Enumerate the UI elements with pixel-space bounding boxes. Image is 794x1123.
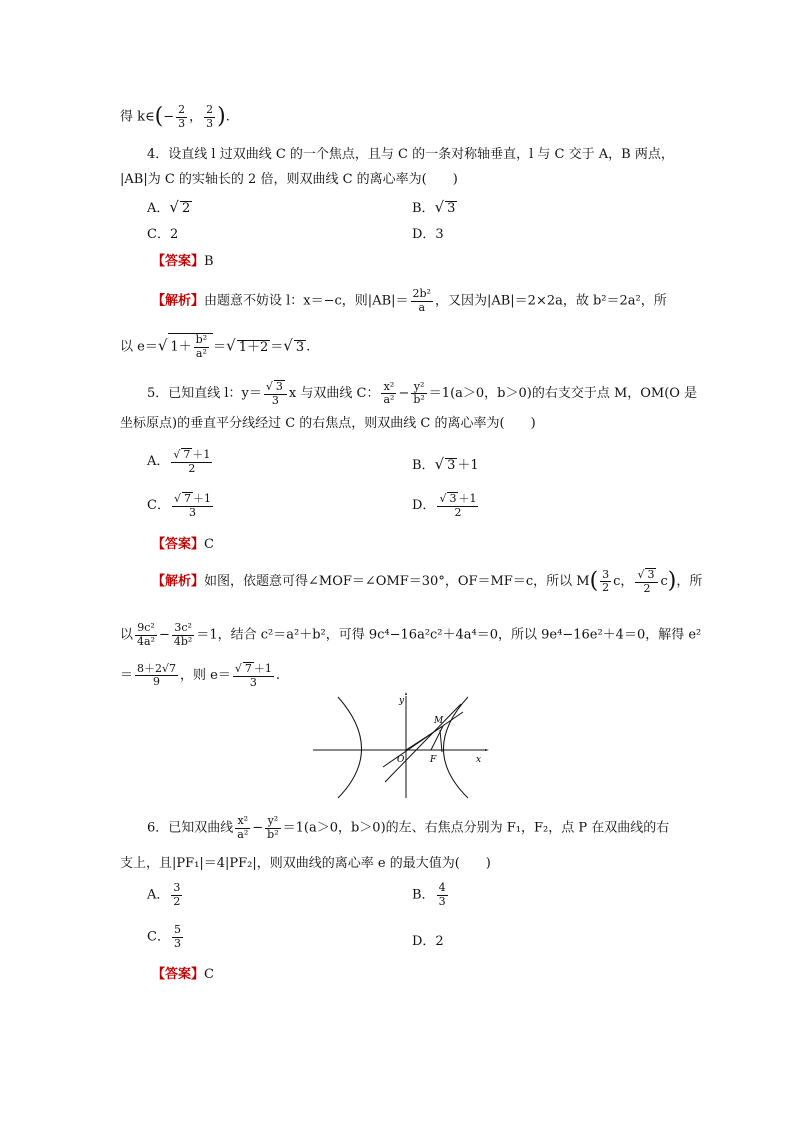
option-label: A． xyxy=(147,887,170,903)
option-label: D． xyxy=(412,498,436,514)
answer-value: B xyxy=(204,254,214,269)
q6-option-c xyxy=(147,924,185,950)
denominator: a xyxy=(411,301,433,315)
paren: ( xyxy=(589,568,599,594)
analysis-text: c， xyxy=(613,574,634,590)
radicand: 1＋2 xyxy=(238,339,269,355)
radicand: 3 xyxy=(295,339,305,355)
radicand: 3 xyxy=(647,568,655,581)
answer-tag: 【答案】 xyxy=(152,254,205,269)
numerator xyxy=(233,662,274,676)
q6-stem-line1 xyxy=(147,815,669,841)
denominator: 3 xyxy=(173,936,181,950)
option-label: A． xyxy=(147,201,170,216)
radicand: 3 xyxy=(447,458,456,473)
sqrt-icon: √ xyxy=(226,336,236,355)
answer-value: C xyxy=(204,967,214,982)
equals: ＝ xyxy=(270,339,284,355)
q5-option-b xyxy=(412,457,479,472)
m-label: M xyxy=(434,716,444,726)
analysis-text: ，又因为|AB|＝2×2a，故 b²＝2a²，所 xyxy=(434,293,667,309)
stem-text: 5．已知直线 l：y＝ xyxy=(147,386,262,402)
numerator xyxy=(635,568,658,582)
numerator xyxy=(264,380,287,394)
plus-one: ＋1 xyxy=(458,492,477,505)
fraction xyxy=(172,924,183,950)
denominator: 2 xyxy=(602,581,610,595)
radicand: 3 xyxy=(447,201,456,216)
stem-text: x 与双曲线 C： xyxy=(288,386,380,402)
answer-tag: 【答案】 xyxy=(152,537,205,552)
sqrt-icon: √ xyxy=(234,662,242,675)
fraction xyxy=(235,815,250,841)
fraction xyxy=(172,622,194,648)
numerator: b² xyxy=(195,333,208,346)
q4-analysis-line1 xyxy=(152,288,667,314)
plus-one: ＋1 xyxy=(253,662,272,675)
sqrt-icon: √ xyxy=(439,492,447,505)
numerator: x² xyxy=(237,814,249,827)
fraction xyxy=(437,492,478,519)
numerator: 3c² xyxy=(174,621,192,634)
period: . xyxy=(306,339,311,355)
q6-answer xyxy=(152,968,214,981)
q5-option-c xyxy=(147,492,215,519)
perpendicular xyxy=(440,730,442,752)
stem-text: ＝1(a＞0，b＞0)的左、右焦点分别为 F₁，F₂，点 P 在双曲线的右 xyxy=(282,820,670,836)
q5-stem-line2: 坐标原点)的垂直平分线经过 C 的右焦点，则双曲线 C 的离心率为( ) xyxy=(120,416,536,431)
denominator: 2 xyxy=(173,894,181,908)
denominator: 3 xyxy=(172,506,213,520)
left-branch xyxy=(338,697,362,798)
minus-sign: − xyxy=(158,627,170,643)
y-label: y xyxy=(399,696,405,706)
period: . xyxy=(275,668,281,684)
numerator: 8＋2√7 xyxy=(137,661,177,675)
comma: ， xyxy=(189,109,203,125)
analysis-text: ＝1，结合 c²＝a²＋b²，可得 9c⁴−16a²c²＋4a⁴＝0，所以 9e⁴−16e²＋4＝0，解得 e² xyxy=(196,627,702,643)
numerator xyxy=(171,448,212,462)
denominator: 3 xyxy=(233,676,274,690)
denominator: 9 xyxy=(135,675,178,689)
sqrt-icon: √ xyxy=(283,336,293,355)
fraction xyxy=(135,622,157,648)
denominator: b² xyxy=(267,827,279,841)
denominator: a² xyxy=(237,827,249,841)
fraction xyxy=(381,381,396,407)
x-arrow-icon xyxy=(485,749,489,751)
fraction xyxy=(233,662,274,689)
analysis-text: 由题意不妨设 l：x＝−c，则|AB|＝ xyxy=(204,293,409,309)
denominator: 2 xyxy=(171,462,212,476)
sqrt-icon: √ xyxy=(637,568,645,581)
numerator: 4 xyxy=(438,881,446,894)
equals: ＝ xyxy=(120,668,134,684)
analysis-text: 如图，依题意可得∠MOF＝∠OMF＝30°，OF＝MF＝c，所以 M xyxy=(204,574,590,590)
analysis-tag: 【解析】 xyxy=(152,574,205,590)
plus-one: ＋1 xyxy=(457,458,479,473)
fraction xyxy=(411,381,426,407)
minus-sign: − xyxy=(398,386,410,402)
intro-range-line xyxy=(120,104,230,130)
numerator: 5 xyxy=(173,923,181,936)
fraction xyxy=(135,663,178,689)
option-label: C． xyxy=(147,498,170,514)
denominator: 4a² xyxy=(137,634,155,648)
radicand xyxy=(168,333,213,360)
fraction xyxy=(194,334,209,360)
radicand-text: 1＋ xyxy=(170,339,192,355)
asymptote xyxy=(385,704,461,782)
sqrt-icon: √ xyxy=(265,380,273,393)
analysis-text: ，则 e＝ xyxy=(180,668,231,684)
stem-text: ＝1(a＞0，b＞0)的右支交于点 M，OM(O 是 xyxy=(428,386,698,402)
numerator: 3 xyxy=(173,881,181,894)
option-label: B． xyxy=(412,201,435,216)
intro-prefix: 得 k∈ xyxy=(120,109,155,125)
q5-option-d xyxy=(412,492,480,519)
denominator: 3 xyxy=(438,894,446,908)
q4-option-b xyxy=(412,200,457,215)
radicand: 3 xyxy=(275,380,283,393)
denominator: b² xyxy=(413,393,425,407)
analysis-text: c xyxy=(660,574,668,590)
fraction xyxy=(437,882,448,908)
period: . xyxy=(225,109,230,125)
q4-option-c: C．2 xyxy=(147,227,179,242)
radicand: 2 xyxy=(181,201,191,216)
option-label: B． xyxy=(412,458,435,473)
paren: ( xyxy=(154,104,164,130)
q5-analysis-line3 xyxy=(120,662,280,689)
answer-tag: 【答案】 xyxy=(152,967,205,982)
q5-answer xyxy=(152,538,214,551)
numerator: y² xyxy=(267,814,279,827)
option-label: A． xyxy=(147,454,170,470)
q4-answer xyxy=(152,255,214,268)
analysis-tag: 【解析】 xyxy=(152,293,205,309)
minus-sign: − xyxy=(252,820,264,836)
equals: ＝ xyxy=(213,339,227,355)
fraction xyxy=(171,882,182,908)
q5-analysis-line2 xyxy=(120,622,701,648)
analysis-text: ，所 xyxy=(676,574,703,590)
denominator: 2 xyxy=(635,582,658,596)
numerator xyxy=(172,492,213,506)
sqrt-icon: √ xyxy=(173,492,181,505)
numerator: 2 xyxy=(206,103,214,116)
fraction xyxy=(172,492,213,519)
fraction xyxy=(600,569,611,595)
q4-analysis-line2 xyxy=(120,333,310,360)
sqrt-icon: √ xyxy=(434,198,445,216)
numerator: 2b² xyxy=(412,287,431,300)
denominator: 3 xyxy=(264,394,287,408)
numerator: y² xyxy=(413,379,425,393)
denominator: 3 xyxy=(178,116,186,130)
paren: ) xyxy=(217,104,226,130)
denominator: a² xyxy=(383,393,395,407)
fraction xyxy=(411,288,433,314)
radicand: 3 xyxy=(449,492,457,505)
radicand: 7 xyxy=(244,662,252,675)
sqrt-icon: √ xyxy=(157,336,168,355)
numerator: 2 xyxy=(178,103,186,116)
stem-text: 6．已知双曲线 xyxy=(147,820,234,836)
fraction xyxy=(265,815,280,841)
right-branch xyxy=(444,697,469,798)
denominator: 4b² xyxy=(173,634,193,648)
fraction xyxy=(204,104,215,130)
fraction xyxy=(635,568,658,595)
denominator: a² xyxy=(194,347,209,361)
radicand: 7 xyxy=(183,492,191,505)
denominator: 2 xyxy=(437,506,478,520)
f-label: F xyxy=(430,755,437,765)
numerator xyxy=(437,492,478,506)
q6-stem-line2: 支上，且|PF₁|＝4|PF₂|，则双曲线的离心率 e 的最大值为( ) xyxy=(120,856,491,871)
sqrt-icon: √ xyxy=(173,448,181,461)
numerator: 3 xyxy=(602,567,610,581)
numerator: 9c² xyxy=(137,621,155,634)
x-label: x xyxy=(476,755,482,765)
q4-stem-line2: |AB|为 C 的实轴长的 2 倍，则双曲线 C 的离心率为( ) xyxy=(120,172,458,187)
sqrt-icon: √ xyxy=(434,455,445,473)
analysis-text: 以 xyxy=(120,627,134,643)
plus-one: ＋1 xyxy=(192,448,211,461)
q4-stem-line1: 4．设直线 l 过双曲线 C 的一个焦点，且与 C 的一条对称轴垂直，l 与 C 交于 A，B 两点， xyxy=(147,147,674,162)
denominator: 3 xyxy=(206,116,214,130)
fraction xyxy=(171,448,212,475)
radicand: 7 xyxy=(183,448,191,461)
option-label: B． xyxy=(412,887,435,903)
q6-option-d: D．2 xyxy=(412,934,444,949)
q6-option-b xyxy=(412,882,450,908)
q4-option-a xyxy=(147,200,192,215)
fraction xyxy=(176,104,187,130)
fraction xyxy=(264,380,287,407)
numerator: x² xyxy=(383,379,395,393)
q5-analysis-line1 xyxy=(152,568,702,595)
o-label: O xyxy=(397,755,405,765)
q5-option-a xyxy=(147,448,214,475)
analysis-text: 以 e＝ xyxy=(120,339,158,355)
plus-one: ＋1 xyxy=(192,492,211,505)
q6-option-a xyxy=(147,882,184,908)
sqrt-icon: √ xyxy=(169,198,179,216)
option-label: C． xyxy=(147,929,170,945)
q4-option-d: D．3 xyxy=(412,227,444,242)
minus-sign: − xyxy=(163,109,175,125)
y-arrow-icon xyxy=(405,692,407,695)
hyperbola-diagram xyxy=(313,692,489,800)
answer-value: C xyxy=(204,537,214,552)
q5-stem-line1 xyxy=(147,380,697,407)
paren: ) xyxy=(667,568,677,594)
